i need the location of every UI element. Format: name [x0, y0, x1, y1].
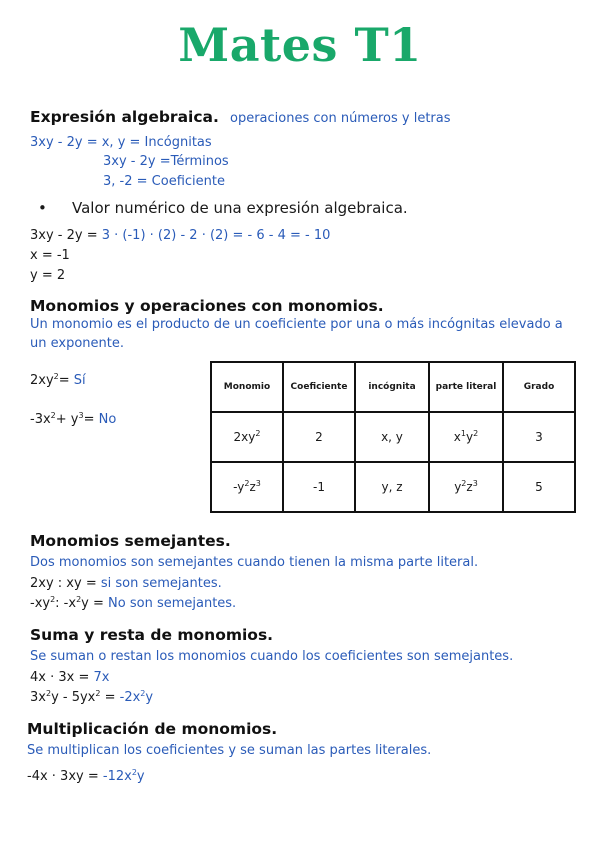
expresion-subtitle: operaciones con números y letras: [229, 111, 451, 126]
cell-monomio-text: -y: [233, 480, 245, 494]
terminos-expr: 3xy - 2y: [103, 154, 156, 169]
header-monomio: Monomio: [211, 362, 283, 412]
expresion-heading: Expresión algebraica.: [30, 108, 219, 126]
lit-a-exp: 1: [460, 429, 466, 438]
sem-ex2-b: : -x: [55, 596, 77, 611]
incognitas-expr: 3xy - 2y: [30, 135, 83, 150]
suma-example-2: [30, 690, 153, 705]
example2-eq: =: [83, 412, 99, 427]
monomios-table: [210, 361, 576, 513]
table-row: [211, 412, 575, 462]
cell-monomio-exp-b: 3: [255, 479, 261, 488]
example1-eq: =: [58, 373, 74, 388]
lit-b-exp: 3: [472, 479, 478, 488]
mult-ex-r-exp: 2: [131, 768, 137, 777]
mult-ex-left: -4x · 3xy =: [27, 769, 103, 784]
page-title: Mates T1: [178, 18, 422, 72]
suma-ex2-c: =: [100, 690, 120, 705]
calc-right: 3 · (-1) · (2) - 2 · (2) = - 6 - 4 = - 10: [101, 228, 331, 243]
terminos-desc: =Términos: [159, 154, 229, 169]
sem-ex2-b-exp: 2: [76, 595, 82, 604]
coeficiente-expr: 3, -2: [103, 174, 133, 189]
example2-expr: -3x: [30, 412, 51, 427]
bullet-item: • Valor numérico de una expresión algebraica.: [30, 199, 408, 217]
cell-parte-literal: [429, 462, 503, 512]
lit-b: y: [466, 430, 474, 444]
example2-answer: No: [98, 412, 117, 427]
cell-monomio: [211, 412, 283, 462]
multiplicacion-definition: Se multiplican los coeficientes y se suman las partes literales.: [27, 743, 432, 758]
suma-ex1-right: 7x: [93, 670, 110, 685]
cell-monomio-text-b: z: [249, 480, 256, 494]
semejantes-example-1: [30, 576, 222, 591]
sem-ex2-a-exp: 2: [50, 595, 56, 604]
sem-ex1-left: 2xy : xy =: [30, 576, 101, 591]
example2-exp2: 3: [78, 411, 84, 420]
cell-grado: 3: [503, 412, 575, 462]
cell-monomio-text: 2xy: [233, 430, 256, 444]
mult-ex-r2: y: [136, 769, 145, 784]
header-parte-literal: parte literal: [429, 362, 503, 412]
example1-expr: 2xy: [30, 373, 54, 388]
suma-heading: Suma y resta de monomios.: [30, 626, 274, 644]
suma-ex2-r2: y: [145, 690, 154, 705]
incognitas-desc: = x, y = Incógnitas: [86, 135, 212, 150]
coeficiente-line: [103, 174, 225, 189]
cell-coeficiente: 2: [283, 412, 355, 462]
semejantes-heading: Monomios semejantes.: [30, 532, 231, 550]
suma-ex2-a: 3x: [30, 690, 46, 705]
example1-answer: Sí: [73, 373, 86, 388]
lit-b-exp: 2: [473, 429, 479, 438]
mult-ex-r1: -12x: [102, 769, 132, 784]
lit-a: y: [454, 480, 462, 494]
incognitas-line: [30, 135, 212, 150]
sem-ex2-c: y =: [81, 596, 109, 611]
semejantes-example-2: [30, 596, 236, 611]
suma-ex2-b: y - 5yx: [51, 690, 96, 705]
monomios-heading: Monomios y operaciones con monomios.: [30, 297, 384, 315]
cell-monomio-exp: 2: [244, 479, 250, 488]
lit-a-exp: 2: [461, 479, 467, 488]
sem-ex2-right: No son semejantes.: [108, 596, 237, 611]
sem-ex1-right: si son semejantes.: [100, 576, 222, 591]
table-header-row: [211, 362, 575, 412]
header-incognita: incógnita: [355, 362, 429, 412]
terminos-line: [103, 154, 229, 169]
valor-numerico-calc: [30, 228, 330, 243]
suma-definition: Se suman o restan los monomios cuando los coeficientes son semejantes.: [30, 649, 514, 664]
x-value: x = -1: [30, 248, 70, 263]
monomio-example-2: [30, 412, 116, 427]
cell-coeficiente: -1: [283, 462, 355, 512]
example2-exp1: 2: [50, 411, 56, 420]
suma-ex2-a-exp: 2: [45, 689, 52, 698]
multiplicacion-heading: Multiplicación de monomios.: [27, 720, 278, 738]
cell-monomio: [211, 462, 283, 512]
suma-example-1: [30, 670, 109, 685]
header-coeficiente: Coeficiente: [283, 362, 355, 412]
suma-ex2-r-exp: 2: [140, 689, 146, 698]
monomio-example-1: [30, 373, 86, 388]
cell-parte-literal: [429, 412, 503, 462]
cell-grado: 5: [503, 462, 575, 512]
header-grado: Grado: [503, 362, 575, 412]
bullet-list: [30, 199, 408, 217]
cell-incognita: y, z: [355, 462, 429, 512]
suma-ex1-left: 4x · 3x =: [30, 670, 94, 685]
calc-left: 3xy - 2y =: [30, 228, 98, 243]
suma-ex2-r1: -2x: [119, 690, 141, 705]
semejantes-definition: Dos monomios son semejantes cuando tienen la misma parte literal.: [30, 555, 479, 570]
coeficiente-desc: = Coeficiente: [136, 174, 225, 189]
cell-monomio-exp: 2: [255, 429, 261, 438]
sem-ex2-a: -xy: [30, 596, 51, 611]
cell-incognita: x, y: [355, 412, 429, 462]
table-row: [211, 462, 575, 512]
multiplicacion-example: [27, 769, 145, 784]
y-value: y = 2: [30, 268, 66, 283]
section-expresion-heading: [30, 107, 451, 126]
lit-b: z: [466, 480, 473, 494]
monomios-definition: Un monomio es el producto de un coeficiente por una o más incógnitas elevado a un exponente.: [30, 317, 563, 351]
lit-a: x: [453, 430, 461, 444]
example2-mid: + y: [55, 412, 79, 427]
suma-ex2-b-exp: 2: [95, 689, 101, 698]
example1-exp: 2: [53, 372, 59, 381]
